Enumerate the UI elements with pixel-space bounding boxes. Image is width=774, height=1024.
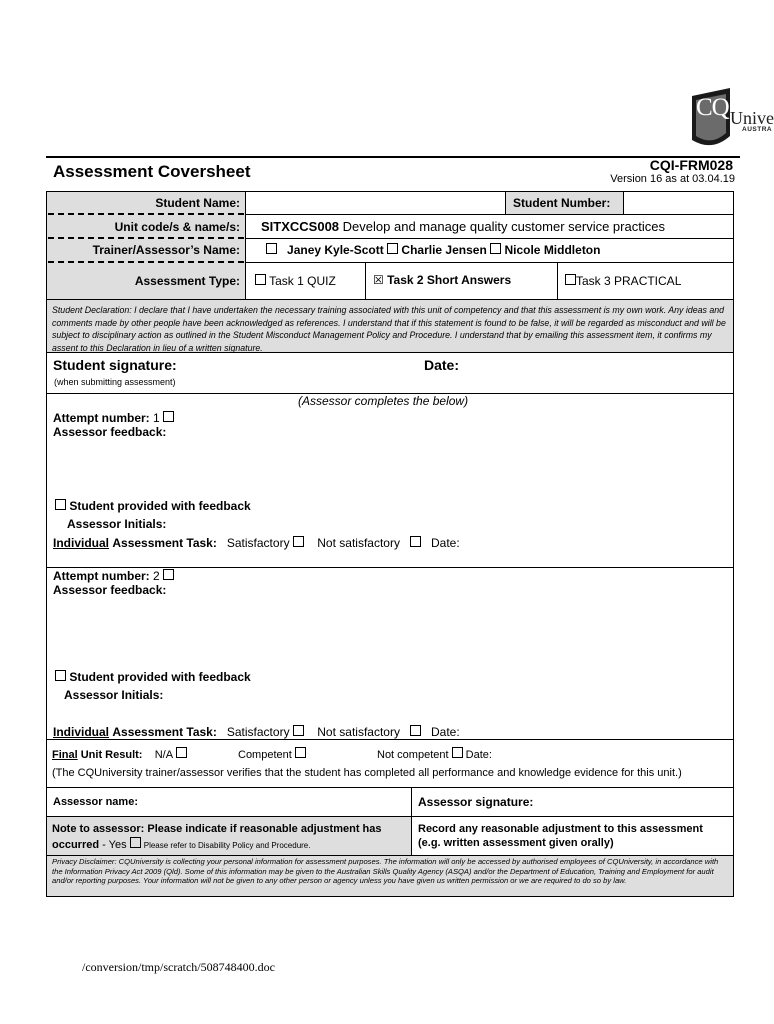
student-name-label: Student Name:: [155, 196, 240, 210]
attempt2-initials-label: Assessor Initials:: [64, 688, 164, 702]
unit-name: Develop and manage quality customer service practices: [342, 219, 665, 234]
attempt1-initials-label: Assessor Initials:: [67, 517, 167, 531]
form-code: CQI-FRM028: [649, 157, 733, 173]
final-unit-result: Final Unit Result: N/A: [52, 747, 187, 761]
unit-code: SITXCCS008: [261, 219, 340, 234]
attempt2-not-satisfactory-checkbox[interactable]: [410, 725, 421, 736]
trainer-checkbox-2[interactable]: [387, 243, 398, 254]
assessor-name-label: Assessor name:: [53, 796, 138, 808]
final-not-competent-checkbox[interactable]: [452, 747, 463, 758]
assessment-type-label: Assessment Type:: [134, 274, 240, 288]
trainer-checkbox-1[interactable]: [266, 243, 277, 254]
adjustment-note-line1: Note to assessor: Please indicate if reasonable adjustment has: [52, 823, 382, 835]
task1-label: Task 1 QUIZ: [269, 274, 336, 288]
student-number-label: Student Number:: [513, 196, 611, 210]
attempt2-task-result: Individual Assessment Task: Satisfactory Not satisfactory Date:: [53, 725, 460, 739]
final-not-competent: Not competent Date:: [377, 749, 492, 761]
final-na-checkbox[interactable]: [176, 747, 187, 758]
trainer-option-1: Janey Kyle-Scott: [287, 243, 384, 257]
attempt1-satisfactory-checkbox[interactable]: [293, 536, 304, 547]
attempt1-provided-feedback: Student provided with feedback: [55, 499, 251, 513]
privacy-disclaimer: Privacy Disclaimer: CQUniversity is collecting your personal information for assessment purposes. The information will only be accessed by authorised employees of CQUniversity, in accordance with the Information Privacy Act 2009 (Qld). Some of this information may be given to the Australian Skills Quality Agency (ASQA) and/or the Department of Education, Training and Employment for audit and/or reporting purposes. Your information will not be given to any other person or agency unless you have given us written permission or we are required to do so by law.: [52, 857, 719, 886]
final-competent: Competent: [238, 747, 306, 761]
adjustment-record-line2: (e.g. written assessment given orally): [418, 837, 614, 849]
unit-label: Unit code/s & name/s:: [114, 220, 240, 234]
student-signature-label: Student signature:: [53, 357, 177, 373]
attempt1-not-satisfactory-checkbox[interactable]: [410, 536, 421, 547]
adjustment-record-line1: Record any reasonable adjustment to this assessment: [418, 823, 703, 835]
attempt1-feedback-label: Assessor feedback:: [53, 425, 167, 439]
attempt2-satisfactory-checkbox[interactable]: [293, 725, 304, 736]
signature-note: (when submitting assessment): [54, 377, 176, 387]
task2-label: Task 2 Short Answers: [387, 273, 512, 287]
trainer-option-2: Charlie Jensen: [401, 243, 487, 257]
final-verification-note: (The CQUniversity trainer/assessor verifies that the student has completed all performance and knowledge evidence for this unit.): [52, 767, 682, 779]
trainer-option-3: Nicole Middleton: [504, 243, 601, 257]
attempt1-task-result: Individual Assessment Task: Satisfactory Not satisfactory Date:: [53, 536, 460, 550]
task1-option: [255, 274, 336, 288]
signature-date-label: Date:: [424, 357, 460, 373]
cquniversity-logo: [690, 86, 774, 156]
task3-checkbox[interactable]: [565, 274, 576, 285]
task2-checkbox-checked[interactable]: ☒: [373, 273, 384, 287]
logo-text-australia: AUSTRA: [742, 126, 773, 133]
final-competent-checkbox[interactable]: [295, 747, 306, 758]
trainer-checkbox-3[interactable]: [490, 243, 501, 254]
trainer-label: Trainer/Assessor’s Name:: [92, 243, 240, 257]
unit-value: [261, 219, 665, 234]
page-title: Assessment Coversheet: [53, 162, 251, 181]
footer-file-path: /conversion/tmp/scratch/508748400.doc: [82, 960, 275, 974]
adjustment-yes-checkbox[interactable]: [130, 837, 141, 848]
attempt2-provided-feedback: Student provided with feedback: [55, 670, 251, 684]
assessor-signature-label: Assessor signature:: [418, 795, 534, 809]
attempt1-number: Attempt number: 1: [53, 411, 174, 425]
trainer-options: [266, 243, 600, 257]
task1-checkbox[interactable]: [255, 274, 266, 285]
attempt1-provided-checkbox[interactable]: [55, 499, 66, 510]
adjustment-note-line2: occurred - Yes Please refer to Disability Policy and Procedure.: [52, 839, 311, 851]
assessor-completes-note: (Assessor completes the below): [298, 394, 469, 408]
attempt2-provided-checkbox[interactable]: [55, 670, 66, 681]
form-version: Version 16 as at 03.04.19: [610, 173, 735, 185]
task3-label: Task 3 PRACTICAL: [576, 274, 682, 288]
attempt1-checkbox[interactable]: [163, 411, 174, 422]
logo-text-university: Unive: [730, 108, 774, 128]
attempt2-feedback-label: Assessor feedback:: [53, 583, 167, 597]
logo-text-cq: CQ: [696, 94, 729, 121]
attempt2-checkbox[interactable]: [163, 569, 174, 580]
task3-option: [565, 274, 681, 288]
task2-option: [373, 273, 511, 287]
student-declaration: Student Declaration: I declare that I have undertaken the necessary training associated with this unit of competency and that this assessment is my own work. Any ideas and comments made by other people have been acknowledged as references. I understand that if this statement is found to be false, it will be regarded as misconduct and will be subject to disciplinary action as outlined in the Student Misconduct Management Policy and Procedure. I understand that by emailing this assessment item, it confirms my assent to this Declaration in lieu of a written signature.: [52, 305, 726, 353]
attempt2-number: Attempt number: 2: [53, 569, 174, 583]
header-rule: [46, 156, 740, 158]
